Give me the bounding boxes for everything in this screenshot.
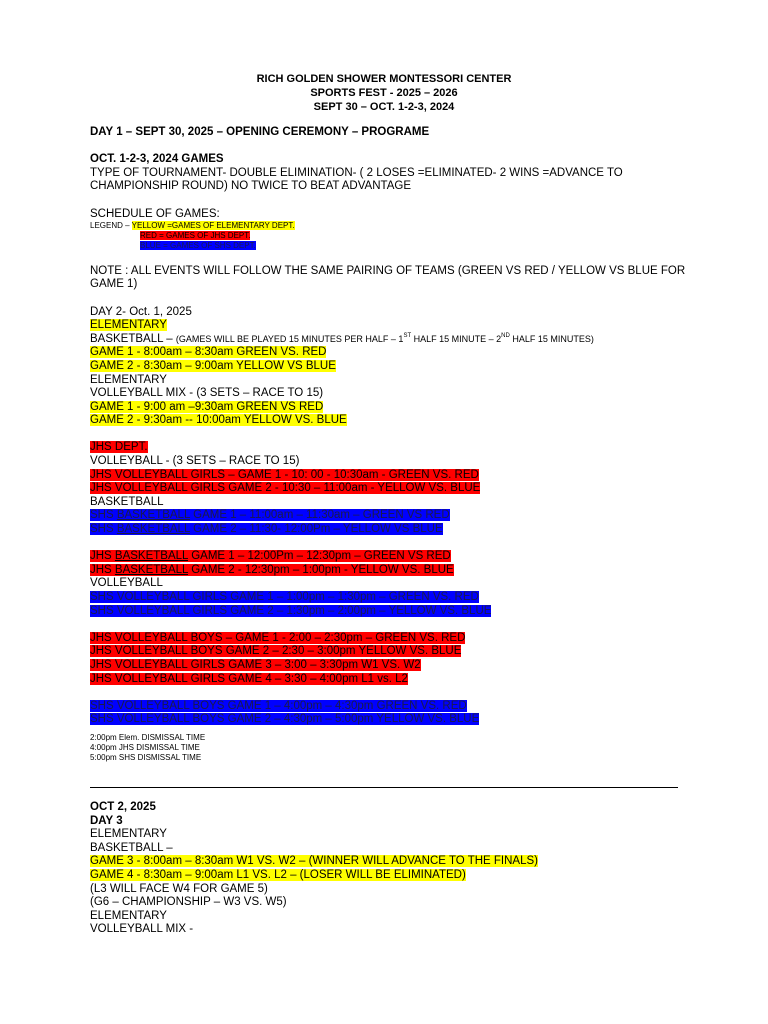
jhs-vb-boys-game2: JHS VOLLEYBALL BOYS GAME 2 – 2:30 – 3:00pm YELLOW VS. BLUE — [90, 645, 462, 658]
shs-bb-game2: SHS BASKETBALL GAME 2 – 11:30- 12:00Pm – YELLOW VS BLUE — [90, 523, 443, 536]
note-line2: GAME 1) — [90, 278, 138, 291]
day3-date: OCT 2, 2025 — [90, 801, 156, 813]
day3-elementary-label: ELEMENTARY — [90, 828, 167, 841]
elem-vb-game1: GAME 1 - 9:00 am –9:30am GREEN VS RED — [90, 400, 324, 413]
jhs-dept-label: JHS DEPT. — [90, 441, 148, 454]
elem-bb-game1: GAME 1 - 8:00am – 8:30am GREEN VS. RED — [90, 346, 327, 359]
dismissal-elem: 2:00pm Elem. DISMISSAL TIME — [90, 732, 206, 742]
day1-heading: DAY 1 – SEPT 30, 2025 – OPENING CEREMONY – PROGRAME — [90, 126, 430, 138]
elementary-label: ELEMENTARY — [90, 319, 167, 332]
event-dates: SEPT 30 – OCT. 1-2-3, 2024 — [313, 101, 455, 113]
basketball-section-label: BASKETBALL — [90, 495, 164, 508]
jhs-bb-game1: JHS BASKETBALL GAME 1 – 12:00Pm – 12:30pm – GREEN VS RED — [90, 550, 451, 563]
day2-heading: DAY 2- Oct. 1, 2025 — [90, 305, 192, 318]
sup-nd: ND — [501, 332, 510, 339]
elementary-label-2: ELEMENTARY — [90, 373, 167, 386]
basketball-label: BASKETBALL – — [90, 332, 176, 345]
day3-heading: DAY 3 — [90, 814, 123, 827]
jhs-vb-boys-game1: JHS VOLLEYBALL BOYS – GAME 1 - 2:00 – 2:30pm – GREEN VS. RED — [90, 631, 466, 644]
elem-bb-game2: GAME 2 - 8:30am – 9:00am YELLOW VS BLUE — [90, 359, 336, 372]
shs-bb-game1: SHS BASKETBALL GAME 1 – 11:00am – 11:30am – GREEN VS RED — [90, 509, 450, 522]
jhs-vb-girls-game3: JHS VOLLEYBALL GIRLS GAME 3 – 3:00 – 3:30pm W1 VS. W2 — [90, 658, 421, 671]
elem-vb-game2: GAME 2 - 9:30am -- 10:00am YELLOW VS. BLUE — [90, 414, 347, 427]
day3-g6-note: (G6 – CHAMPIONSHIP – W3 VS. W5) — [90, 896, 287, 909]
note-line1: NOTE : ALL EVENTS WILL FOLLOW THE SAME PAIRING OF TEAMS (GREEN VS RED / YELLOW VS BLUE FOR — [90, 264, 686, 277]
legend-yellow-row — [90, 221, 690, 231]
document-body — [90, 126, 690, 763]
jhs-vb-girls-game4: JHS VOLLEYBALL GIRLS GAME 4 – 3:30 – 4:00pm L1 vs. L2 — [90, 672, 408, 685]
event-title: SPORTS FEST - 2025 – 2026 — [310, 87, 458, 99]
day3-section — [90, 801, 690, 937]
jhs-bb-game2: JHS BASKETBALL GAME 2 - 12:30pm – 1:00pm - YELLOW VS. BLUE — [90, 563, 454, 576]
shs-vb-girls-game2: SHS VOLLEYBALL GIRLS GAME 2 – 1:30pm – 2:00pm – YELLOW VS. BLUE — [90, 604, 492, 617]
school-name: RICH GOLDEN SHOWER MONTESSORI CENTER — [256, 73, 512, 85]
tournament-type-line1: TYPE OF TOURNAMENT- DOUBLE ELIMINATION- ( 2 LOSES =ELIMINATED- 2 WINS =ADVANCE TO — [90, 166, 623, 179]
basketball-note-b: HALF 15 MINUTE – 2 — [411, 333, 502, 344]
jhs-vb-girls-game1: JHS VOLLEYBALL GIRLS – GAME 1 - 10: 00 - 10:30am - GREEN VS. RED — [90, 468, 479, 481]
day3-elementary-label-2: ELEMENTARY — [90, 909, 167, 922]
shs-vb-boys-game1: SHS VOLLEYBALL BOYS GAME 1 – 4:00pm – 4:30pm GREEN VS. RED — [90, 699, 467, 712]
horizontal-divider — [90, 787, 678, 788]
day3-game3: GAME 3 - 8:00am – 8:30am W1 VS. W2 – (WINNER WILL ADVANCE TO THE FINALS) — [90, 855, 538, 868]
volleyball-mix-label: VOLLEYBALL MIX - (3 SETS – RACE TO 15) — [90, 387, 324, 400]
shs-vb-girls-game1: SHS VOLLEYBALL GIRLS GAME 1 – 1:00pm – 1:30pm – GREEN VS. RED — [90, 591, 479, 603]
day3-basketball-label: BASKETBALL – — [90, 841, 173, 854]
legend-yellow: YELLOW =GAMES OF ELEMENTARY DEPT. — [131, 221, 295, 231]
basketball-note-a: (GAMES WILL BE PLAYED 15 MINUTES PER HALF – 1 — [175, 333, 404, 344]
jhs-volleyball-label: VOLLEYBALL - (3 SETS – RACE TO 15) — [90, 455, 300, 468]
day3-volleyball-mix-label: VOLLEYBALL MIX - — [90, 923, 194, 936]
shs-vb-boys-game2: SHS VOLLEYBALL BOYS GAME 2 – 4:30pm – 5:00pm YELLOW VS. BLUE — [90, 713, 480, 726]
day3-game4: GAME 4 - 8:30am – 9:00am L1 VS. L2 – (LOSER WILL BE ELIMINATED) — [90, 868, 466, 881]
tournament-type-line2: CHAMPIONSHIP ROUND) NO TWICE TO BEAT ADVANTAGE — [90, 180, 411, 193]
basketball-rules-line — [90, 333, 690, 347]
jhs-vb-girls-game2: JHS VOLLEYBALL GIRLS GAME 2 - 10:30 – 11:00am - YELLOW VS. BLUE — [90, 482, 481, 495]
day3-l3-note: (L3 WILL FACE W4 FOR GAME 5) — [90, 882, 268, 895]
legend-blue: BLUE = GAMES OF SHS DEPT. — [140, 241, 256, 251]
schedule-heading: SCHEDULE OF GAMES: — [90, 207, 220, 220]
dismissal-jhs: 4:00pm JHS DISMISSAL TIME — [90, 742, 200, 752]
sup-st: ST — [403, 332, 412, 339]
document-header — [0, 72, 768, 114]
legend-prefix: LEGEND – — [90, 221, 132, 231]
legend-blue-row — [140, 241, 690, 251]
oct-games-heading: OCT. 1-2-3, 2024 GAMES — [90, 153, 224, 166]
basketball-note-c: HALF 15 MINUTES) — [509, 333, 594, 344]
dismissal-shs: 5:00pm SHS DISMISSAL TIME — [90, 752, 202, 762]
legend-red: RED = GAMES OF JHS DEPT. — [140, 231, 251, 241]
legend-red-row — [140, 231, 690, 241]
volleyball-section-label: VOLLEYBALL — [90, 577, 163, 590]
